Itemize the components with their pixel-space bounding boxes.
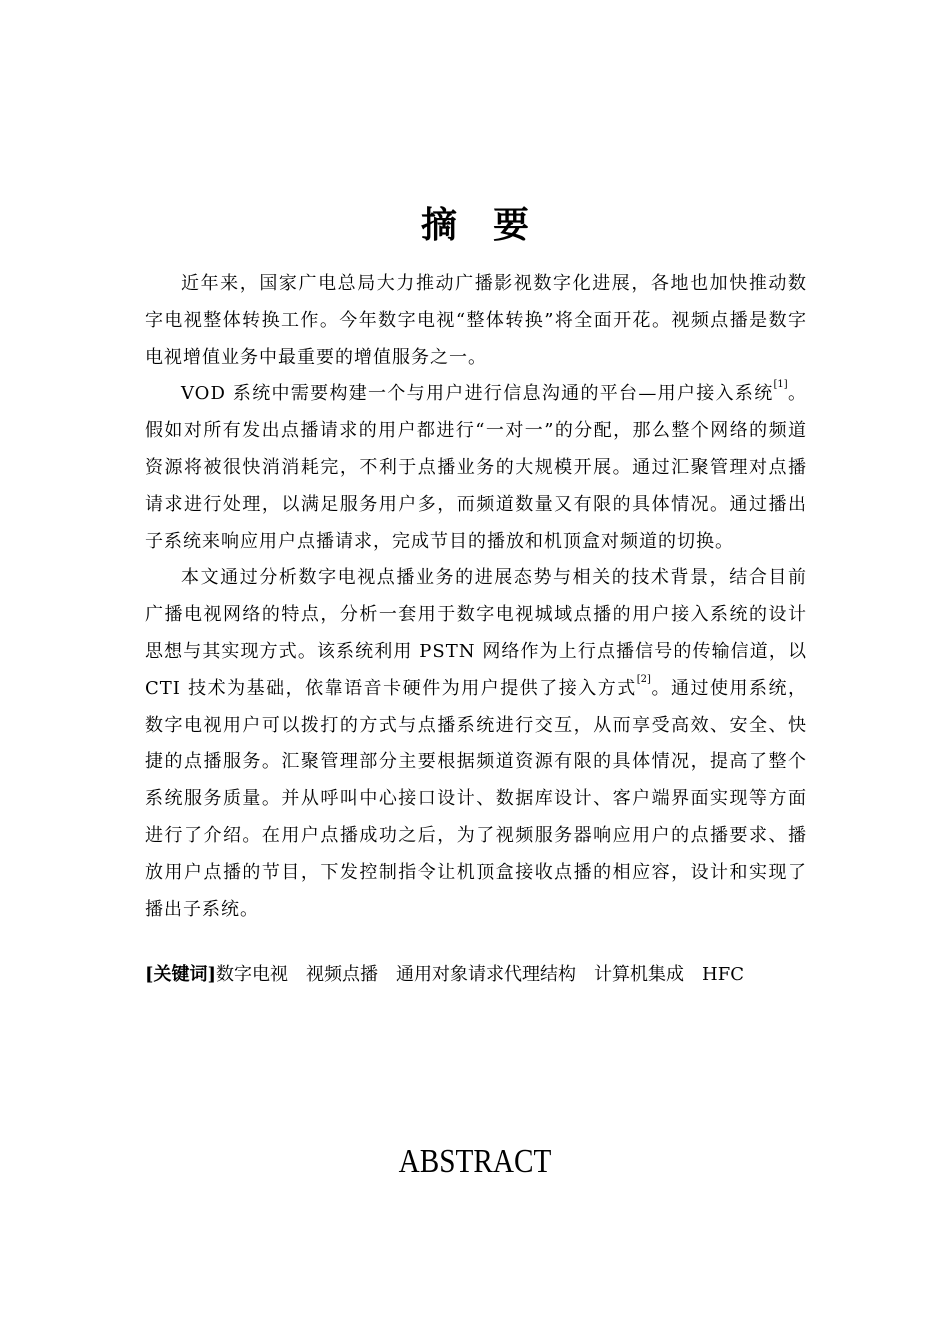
paragraph-2-text-a: VOD 系统中需要构建一个与用户进行信息沟通的平台—用户接入系统 xyxy=(181,383,774,405)
paragraph-3 xyxy=(145,560,807,928)
keyword-item: 计算机集成 xyxy=(594,964,685,985)
abstract-body xyxy=(145,266,807,928)
paragraph-3-text-a: 本文通过分析数字电视点播业务的进展态势与相关的技术背景，结合目前广播电视网络的特点，分析一套用于数字电视城域点播的用户接入系统的设计思想与其实现方式。该系统利用 PSTN 网络作为上行点播信号的传输信道，以 CTI 技术为基础，依靠语音卡硬件为用户提供了接入方式 xyxy=(145,567,807,699)
paragraph-1 xyxy=(145,266,807,376)
abstract-title-chinese: 摘要 xyxy=(420,204,565,246)
keywords-label: [关键词] xyxy=(145,964,217,985)
abstract-title-english: ABSTRACT xyxy=(398,1143,552,1180)
keyword-item: 通用对象请求代理结构 xyxy=(396,964,577,985)
citation-ref-1[interactable]: [1] xyxy=(773,379,788,391)
keyword-item: 数字电视 xyxy=(216,964,289,985)
paragraph-2-text-b: 。假如对所有发出点播请求的用户都进行“一对一”的分配，那么整个网络的频道资源将被很快消消耗完，不利于点播业务的大规模开展。通过汇聚管理对点播请求进行处理，以满足服务用户多，而频道数量又有限的具体情况。通过播出子系统来响应用户点播请求，完成节目的播放和机顶盒对频道的切换。 xyxy=(145,383,808,552)
paragraph-3-text-b: 。通过使用系统，数字电视用户可以拨打的方式与点播系统进行交互，从而享受高效、安全、快捷的点播服务。汇聚管理部分主要根据频道资源有限的具体情况，提高了整个系统服务质量。并从呼叫中心接口设计、数据库设计、客户端界面实现等方面进行了介绍。在用户点播成功之后，为了视频服务器响应用户的点播要求、播放用户点播的节目，下发控制指令让机顶盒接收点播的相应容，设计和实现了播出子系统。 xyxy=(145,677,808,920)
paragraph-2 xyxy=(145,376,807,560)
keywords-line xyxy=(145,955,807,995)
citation-ref-2[interactable]: [2] xyxy=(636,673,651,685)
paragraph-1-text: 近年来，国家广电总局大力推动广播影视数字化进展，各地也加快推动数字电视整体转换工作。今年数字电视“整体转换”将全面开花。视频点播是数字电视增值业务中最重要的增值服务之一。 xyxy=(145,273,807,368)
keyword-item: HFC xyxy=(702,964,745,985)
keyword-item: 视频点播 xyxy=(306,964,379,985)
